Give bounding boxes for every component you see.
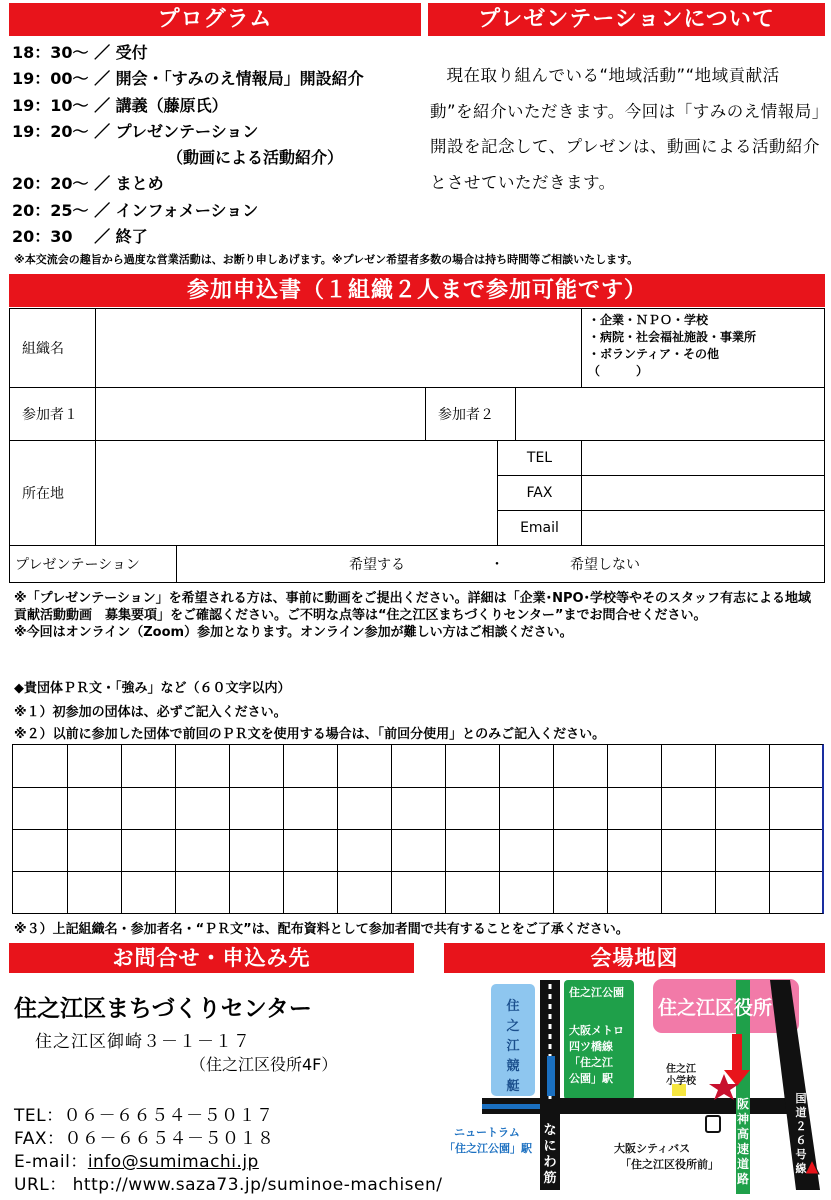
newtram-label-1: ニュートラム: [454, 1126, 520, 1139]
pr-writing-grid[interactable]: [12, 744, 824, 914]
org-name-field[interactable]: [95, 308, 582, 388]
map-banner: 会場地図: [444, 943, 825, 973]
address-field[interactable]: [95, 440, 498, 546]
wish-separator: ・: [490, 557, 504, 573]
contact-email-line: [14, 1147, 259, 1172]
venue-map: [444, 976, 825, 1196]
metro-label-4: 公園」駅: [569, 1072, 613, 1085]
participant1-label: 参加者１: [9, 387, 96, 441]
schedule-item: 20：20～ ／ まとめ: [12, 174, 164, 194]
wish-no-option[interactable]: 希望しない: [570, 557, 640, 573]
metro-label-3: 「住之江: [569, 1056, 613, 1069]
presentation-banner: プレゼンテーションについて: [428, 3, 825, 36]
org-category-option: ・ボランティア・その他: [588, 347, 720, 361]
sales-note: ※本交流会の趣旨から過度な営業活動は、お断り申しあげます。※プレゼン希望者多数の場合は持ち時間等ご相談いたします。: [14, 253, 639, 266]
schedule-item: 20：25～ ／ インフォメーション: [12, 200, 259, 220]
presentation-description: 現在取り組んでいる“地域活動”“地域貢献活動”を紹介いただきます。今回は「すみのえ情報局」開設を記念して、プレゼンは、動画による活動紹介とさせていただきます。: [430, 66, 821, 192]
application-form-banner: 参加申込書（１組織２人まで参加可能です）: [9, 274, 825, 307]
metro-label-2: 四ツ橋線: [569, 1040, 613, 1053]
fax-field[interactable]: [581, 475, 825, 511]
bus-label-2: 「住之江区役所前」: [620, 1158, 719, 1171]
fax-label: FAX: [497, 475, 582, 511]
form-note-online: ※今回はオンライン（Zoom）参加となります。オンライン参加が難しい方はご相談ください。: [14, 625, 573, 640]
participant2-label: 参加者２: [425, 387, 516, 441]
presentation-label: プレゼンテーション: [9, 545, 177, 583]
contact-tel: TEL：０６－６６５４－５０１７: [14, 1106, 274, 1126]
org-name-label: 組織名: [9, 308, 96, 388]
schedule-item: 19：10～ ／ 講義（藤原氏）: [12, 95, 228, 115]
grid-row-line: [13, 871, 822, 872]
address-label: 所在地: [9, 440, 96, 546]
pr-note-first: ※１）初参加の団体は、必ずご記入ください。: [14, 705, 287, 720]
center-name: 住之江区まちづくりセンター: [14, 996, 312, 1022]
ward-office-label: 住之江区役所: [658, 997, 773, 1019]
center-address-floor: （住之江区役所4F）: [190, 1055, 338, 1074]
tel-field[interactable]: [581, 440, 825, 476]
tel-label: TEL: [497, 440, 582, 476]
application-form: [9, 308, 825, 583]
schedule-item: 18：30～ ／ 受付: [12, 43, 148, 62]
org-category-other: （ ）: [588, 364, 649, 378]
pr-note-share: ※３）上記組織名・参加者名・“ＰＲ文”は、配布資料として参加者間で共有することをご了承ください。: [14, 922, 629, 937]
url-text[interactable]: http://www.saza73.jp/suminoe-machisen/: [72, 1175, 443, 1195]
org-category-field[interactable]: [581, 308, 825, 388]
contact-fax: FAX：０６－６６５４－５０１８: [14, 1129, 275, 1149]
park-label: 住之江公園: [569, 986, 624, 999]
naniwasuji-label: [543, 1123, 556, 1186]
school-label-1: 住之江: [666, 1064, 696, 1075]
program-banner: プログラム: [9, 3, 421, 36]
participant1-field[interactable]: [95, 387, 426, 441]
org-category-list: [588, 312, 756, 380]
schedule-item: 19：00～ ／ 開会・「すみのえ情報局」開設紹介: [12, 69, 364, 89]
metro-label-1: 大阪メトロ: [569, 1024, 624, 1037]
hanshin-text: 阪神高速道路: [736, 1097, 750, 1186]
form-note-video: ※「プレゼンテーション」を希望される方は、事前に動画をご提出ください。詳細は「企業･NPO･学校等やそのスタッフ有志による地域貢献活動動画 募集要項」をご確認ください。ご不明な点等は“住之江区まちづくりセンター”までお問合せください。: [14, 591, 812, 623]
presentation-wish-field: [176, 545, 825, 583]
grid-row-line: [13, 787, 822, 788]
email-prefix: E-mail：: [14, 1152, 88, 1172]
org-category-option: ・病院・社会福祉施設・事業所: [588, 330, 757, 344]
bus-label-1: 大阪シティバス: [614, 1142, 691, 1155]
email-label: Email: [497, 510, 582, 546]
contact-banner: お問合せ・申込み先: [9, 943, 414, 973]
boat-race-label: [505, 998, 520, 1094]
newtram-line: [482, 1104, 544, 1109]
pr-note-previous: ※２）以前に参加した団体で前回のＰＲ文を使用する場合は、「前回分使用」とのみご記入ください。: [14, 727, 606, 742]
grid-row-line: [13, 829, 822, 830]
email-field[interactable]: [581, 510, 825, 546]
school-label-2: 小学校: [666, 1076, 696, 1087]
wish-yes-option[interactable]: 希望する: [349, 557, 405, 573]
center-address: 住之江区御崎３－１－１７: [35, 1032, 251, 1052]
bus-icon: [706, 1116, 720, 1132]
email-link[interactable]: info@sumimachi.jp: [87, 1152, 259, 1172]
url-prefix: URL：: [14, 1175, 67, 1195]
route26-text: 国道２６号線: [795, 1092, 807, 1175]
newtram-label-2: 「住之江公園」駅: [444, 1142, 532, 1155]
form-notes: [14, 590, 824, 641]
participant2-field[interactable]: [515, 387, 825, 441]
schedule-item: （動画による活動紹介）: [167, 148, 344, 168]
schedule-item: 20：30 ／ 終了: [12, 227, 148, 247]
schedule-item: 19：20～ ／ プレゼンテーション: [12, 121, 259, 141]
naniwasuji-text: なにわ筋: [543, 1123, 557, 1186]
boat-race-text: 住之江競艇: [506, 999, 520, 1094]
org-category-option: ・企業・ＮＰＯ・学校: [588, 313, 709, 327]
schedule-list: [12, 40, 424, 250]
pr-heading: ◆貴団体ＰＲ文・「強み」など（６０文字以内）: [14, 681, 291, 696]
contact-url-line: [14, 1170, 443, 1195]
